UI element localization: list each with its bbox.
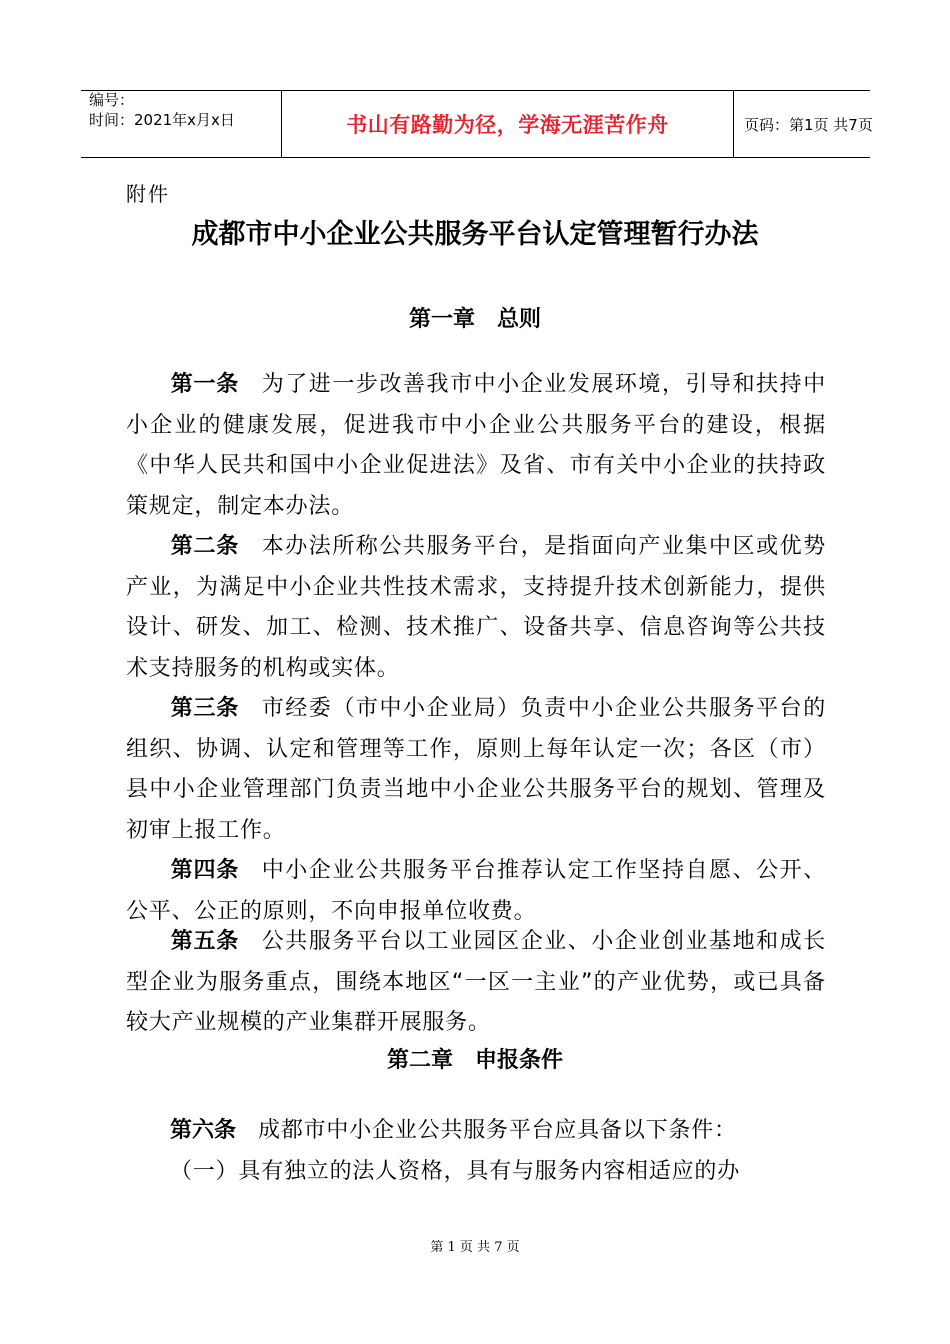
- motto-text: 书山有路勤为径，学海无涯苦作舟: [346, 113, 669, 137]
- item-1: [126, 1152, 826, 1193]
- document-header: [81, 90, 873, 158]
- article-text: 公共服务平台以工业园区企业、小企业创业基地和成长型企业为服务重点，围绕本地区“一区一主业”的产业优势，或已具备较大产业规模的产业集群开展服务。: [126, 929, 826, 1035]
- header-page-info: 页码：第1页 共7页: [744, 115, 873, 134]
- article-label: 第四条: [170, 858, 239, 883]
- article-label: 第一条: [170, 372, 239, 397]
- number-label: 编号：: [89, 91, 135, 109]
- header-page-cell: [734, 91, 873, 157]
- article-3: [126, 689, 826, 851]
- item-text: （一）具有独立的法人资格，具有与服务内容相适应的办: [170, 1159, 741, 1184]
- article-4: [126, 851, 826, 932]
- article-2: [126, 527, 826, 689]
- article-1: [126, 365, 826, 527]
- header-motto-cell: [281, 91, 734, 157]
- article-text: 本办法所称公共服务平台，是指面向产业集中区或优势产业，为满足中小企业共性技术需求，支持提升技术创新能力，提供设计、研发、加工、检测、技术推广、设备共享、信息咨询等公共技术支持服务的机构或实体。: [126, 534, 826, 681]
- article-text: 成都市中小企业公共服务平台应具备以下条件：: [258, 1118, 737, 1143]
- article-5: [126, 922, 826, 1044]
- footer-page-number: 第 1 页 共 7 页: [430, 1240, 520, 1255]
- article-text: 中小企业公共服务平台推荐认定工作坚持自愿、公开、公平、公正的原则，不向申报单位收费。: [126, 858, 826, 924]
- article-label: 第五条: [170, 929, 239, 954]
- article-label: 第三条: [170, 696, 239, 721]
- document-title: 成都市中小企业公共服务平台认定管理暂行办法: [191, 219, 759, 250]
- article-text: 市经委（市中小企业局）负责中小企业公共服务平台的组织、协调、认定和管理等工作，原则上每年认定一次；各区（市）县中小企业管理部门负责当地中小企业公共服务平台的规划、管理及初审上报工作。: [126, 696, 826, 843]
- article-6: [126, 1111, 826, 1152]
- article-text: 为了进一步改善我市中小企业发展环境，引导和扶持中小企业的健康发展，促进我市中小企业公共服务平台的建设，根据《中华人民共和国中小企业促进法》及省、市有关中小企业的扶持政策规定，制定本办法。: [126, 372, 826, 519]
- article-label: 第二条: [170, 534, 239, 559]
- chapter-heading-1: 第一章 总则: [408, 307, 541, 332]
- attachment-label: 附件: [126, 182, 170, 206]
- header-meta: [81, 91, 281, 157]
- time-label: 时间：2021年x月x日: [89, 111, 235, 129]
- article-label: 第六条: [170, 1118, 237, 1143]
- chapter-heading-2: 第二章 申报条件: [386, 1048, 563, 1073]
